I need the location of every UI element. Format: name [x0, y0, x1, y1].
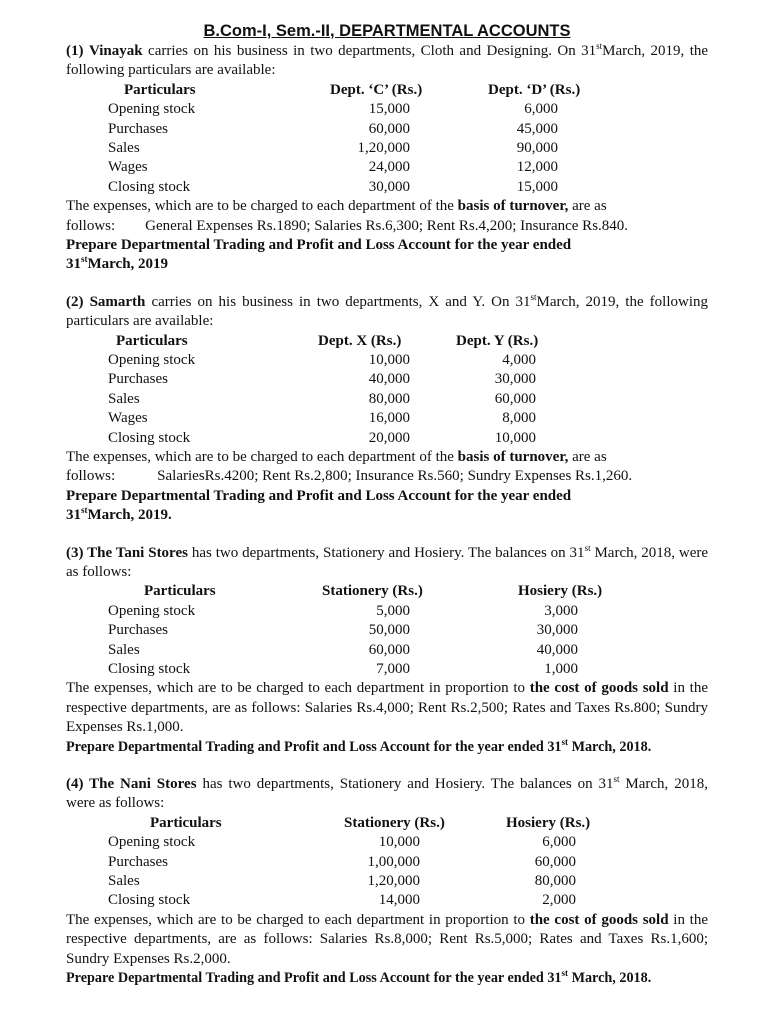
expenses-list [66, 217, 708, 236]
row-label: Sales [108, 139, 140, 156]
particulars-table [66, 814, 708, 911]
superscript: st [584, 542, 591, 553]
table-header [66, 814, 708, 833]
column-header: Dept. X (Rs.) [318, 332, 402, 349]
row-label: Sales [108, 872, 140, 889]
expenses-values: SalariesRs.4200; Rent Rs.2,800; Insurance Rs.560; Sundry Expenses Rs.1,260. [157, 468, 633, 485]
column-header: Dept. Y (Rs.) [456, 332, 539, 349]
column-header: Dept. ‘D’ (Rs.) [488, 81, 581, 98]
question-2 [66, 293, 708, 526]
table-row [66, 891, 708, 910]
instruction-text [66, 487, 708, 526]
cell-value: 1,20,000 [367, 872, 420, 889]
table-row [66, 100, 708, 119]
table-row [66, 602, 708, 621]
instruction-part: Prepare Departmental Trading and Profit and Loss Account for the year ended 31 [66, 738, 562, 755]
question-intro [66, 775, 708, 814]
cell-value: 10,000 [494, 429, 536, 446]
table-row [66, 641, 708, 660]
question-intro [66, 544, 708, 583]
cell-value: 14,000 [378, 892, 420, 909]
expenses-text-part: in the respective departments, are as follows: Salaries Rs.4,000; Rent Rs.2,500; Rates and Taxes Rs.800; Sundry Expenses Rs.1,000. [66, 680, 708, 736]
expenses-follows: follows: [66, 468, 116, 485]
cell-value: 60,000 [368, 120, 410, 137]
cell-value: 1,00,000 [367, 853, 420, 870]
instruction-part: March, 2018. [568, 969, 652, 986]
question-intro [66, 42, 708, 81]
superscript: st [561, 736, 569, 747]
question-3 [66, 544, 708, 757]
particulars-table [66, 81, 708, 197]
business-name: (4) The Nani Stores [66, 775, 197, 792]
cell-value: 30,000 [536, 622, 578, 639]
question-1 [66, 42, 708, 275]
cell-value: 80,000 [368, 390, 410, 407]
row-label: Closing stock [108, 178, 191, 195]
superscript: st [613, 773, 620, 784]
cell-value: 45,000 [516, 120, 558, 137]
row-label: Opening stock [108, 834, 196, 851]
instruction-part: March, 2019 [87, 256, 169, 273]
cell-value: 6,000 [524, 101, 558, 118]
table-row [66, 178, 708, 197]
superscript: st [81, 254, 88, 265]
cell-value: 24,000 [368, 159, 410, 176]
cell-value: 40,000 [368, 371, 410, 388]
cell-value: 8,000 [502, 410, 536, 427]
instruction-text [66, 236, 708, 275]
document-page [66, 20, 708, 988]
instruction-part: Prepare Departmental Trading and Profit and Loss Account for the year ended 31 [66, 969, 562, 986]
expenses-basis: basis of turnover, [457, 198, 569, 215]
cell-value: 6,000 [542, 834, 576, 851]
row-label: Wages [108, 410, 148, 427]
cell-value: 60,000 [368, 641, 410, 658]
expenses-basis: the cost of goods sold [529, 680, 669, 697]
row-label: Closing stock [108, 892, 191, 909]
cell-value: 15,000 [516, 178, 558, 195]
column-header: Particulars [144, 583, 216, 600]
cell-value: 50,000 [368, 622, 410, 639]
cell-value: 20,000 [368, 429, 410, 446]
cell-value: 30,000 [494, 371, 536, 388]
column-header: Hosiery (Rs.) [506, 814, 591, 831]
expenses-text-part: The expenses, which are to be charged to each department in proportion to [66, 911, 530, 928]
instruction-part: March, 2019. [87, 507, 172, 524]
instruction-part: 31 [66, 256, 81, 273]
intro-text: carries on his business in two departments, X and Y. On 31 [151, 293, 531, 310]
instruction-part: 31 [66, 507, 81, 524]
row-label: Purchases [108, 120, 168, 137]
expenses-text [66, 197, 708, 216]
column-header: Stationery (Rs.) [322, 583, 423, 600]
expenses-text-part: are as [568, 448, 607, 465]
intro-text: March, 2019, the following particulars are available: [66, 43, 709, 79]
table-row [66, 853, 708, 872]
cell-value: 5,000 [376, 602, 410, 619]
row-label: Opening stock [108, 602, 196, 619]
table-row [66, 370, 708, 389]
question-intro [66, 293, 708, 332]
row-label: Sales [108, 390, 140, 407]
table-row [66, 660, 708, 679]
table-row [66, 429, 708, 448]
expenses-follows: follows: [66, 217, 116, 234]
instruction-part: March, 2018. [568, 738, 652, 755]
expenses-basis: the cost of goods sold [529, 911, 669, 928]
superscript: st [530, 291, 537, 302]
table-row [66, 872, 708, 891]
cell-value: 12,000 [516, 159, 558, 176]
table-row [66, 409, 708, 428]
row-label: Purchases [108, 371, 168, 388]
instruction-text [66, 969, 708, 988]
particulars-table [66, 582, 708, 679]
column-header: Particulars [124, 81, 196, 98]
cell-value: 7,000 [376, 660, 410, 677]
superscript: st [561, 967, 569, 978]
intro-text: carries on his business in two departments, Cloth and Designing. On 31 [148, 43, 597, 59]
row-label: Closing stock [108, 660, 191, 677]
column-header: Particulars [150, 814, 222, 831]
column-header: Hosiery (Rs.) [518, 583, 603, 600]
cell-value: 16,000 [368, 410, 410, 427]
cell-value: 30,000 [368, 178, 410, 195]
intro-text: March, 2018, were as follows: [66, 544, 709, 580]
question-number: (1) [66, 43, 84, 59]
intro-text: March, 2019, the following particulars are available: [66, 293, 709, 330]
table-row [66, 621, 708, 640]
instruction-text [66, 738, 708, 757]
row-label: Opening stock [108, 351, 196, 368]
expenses-text-part: The expenses, which are to be charged to each department of the [66, 198, 458, 215]
business-name: Samarth [89, 293, 146, 310]
cell-value: 60,000 [534, 853, 576, 870]
expenses-list [66, 467, 708, 486]
cell-value: 15,000 [368, 101, 410, 118]
row-label: Purchases [108, 622, 168, 639]
expenses-text-part: The expenses, which are to be charged to each department of the [66, 448, 458, 465]
cell-value: 10,000 [368, 351, 410, 368]
question-number: (2) [66, 293, 84, 310]
cell-value: 1,000 [544, 660, 578, 677]
cell-value: 10,000 [378, 834, 420, 851]
expenses-text-part: The expenses, which are to be charged to each department in proportion to [66, 680, 530, 697]
table-header [66, 582, 708, 601]
table-header [66, 81, 708, 100]
column-header: Particulars [116, 332, 188, 349]
table-row [66, 120, 708, 139]
cell-value: 3,000 [544, 602, 578, 619]
page-title: B.Com-I, Sem.-II, DEPARTMENTAL ACCOUNTS [203, 22, 571, 40]
instruction-part: Prepare Departmental Trading and Profit and Loss Account for the year ended [66, 487, 572, 504]
table-row [66, 390, 708, 409]
table-row [66, 158, 708, 177]
business-name: (3) The Tani Stores [66, 544, 188, 561]
table-header [66, 332, 708, 351]
expenses-text [66, 448, 708, 467]
expenses-basis: basis of turnover, [457, 448, 569, 465]
row-label: Closing stock [108, 429, 191, 446]
superscript: st [596, 41, 603, 51]
row-label: Wages [108, 159, 148, 176]
expenses-text [66, 911, 708, 969]
instruction-part: Prepare Departmental Trading and Profit and Loss Account for the year ended [66, 236, 572, 253]
cell-value: 1,20,000 [357, 139, 410, 156]
particulars-table [66, 332, 708, 448]
intro-text: March, 2018, were as follows: [66, 775, 708, 812]
question-4 [66, 775, 708, 988]
row-label: Purchases [108, 853, 168, 870]
superscript: st [81, 505, 88, 516]
expenses-text-part: in the respective departments, are as follows: Salaries Rs.8,000; Rent Rs.5,000; Rates and Taxes Rs.1,600; Sundry Expenses Rs.2,000. [66, 911, 708, 967]
column-header: Stationery (Rs.) [344, 814, 445, 831]
cell-value: 90,000 [516, 139, 558, 156]
business-name: Vinayak [88, 43, 143, 59]
intro-text: has two departments, Stationery and Hosiery. The balances on 31 [196, 775, 614, 792]
expenses-values: General Expenses Rs.1890; Salaries Rs.6,300; Rent Rs.4,200; Insurance Rs.840. [145, 217, 629, 234]
intro-text: has two departments, Stationery and Hosiery. The balances on 31 [187, 544, 585, 561]
table-row [66, 351, 708, 370]
cell-value: 80,000 [534, 872, 576, 889]
expenses-text-part: are as [568, 198, 607, 215]
column-header: Dept. ‘C’ (Rs.) [330, 81, 423, 98]
row-label: Sales [108, 641, 140, 658]
table-row [66, 139, 708, 158]
cell-value: 60,000 [494, 390, 536, 407]
cell-value: 2,000 [542, 892, 576, 909]
cell-value: 4,000 [502, 351, 536, 368]
row-label: Opening stock [108, 101, 196, 118]
expenses-text [66, 679, 708, 737]
cell-value: 40,000 [536, 641, 578, 658]
table-row [66, 833, 708, 852]
